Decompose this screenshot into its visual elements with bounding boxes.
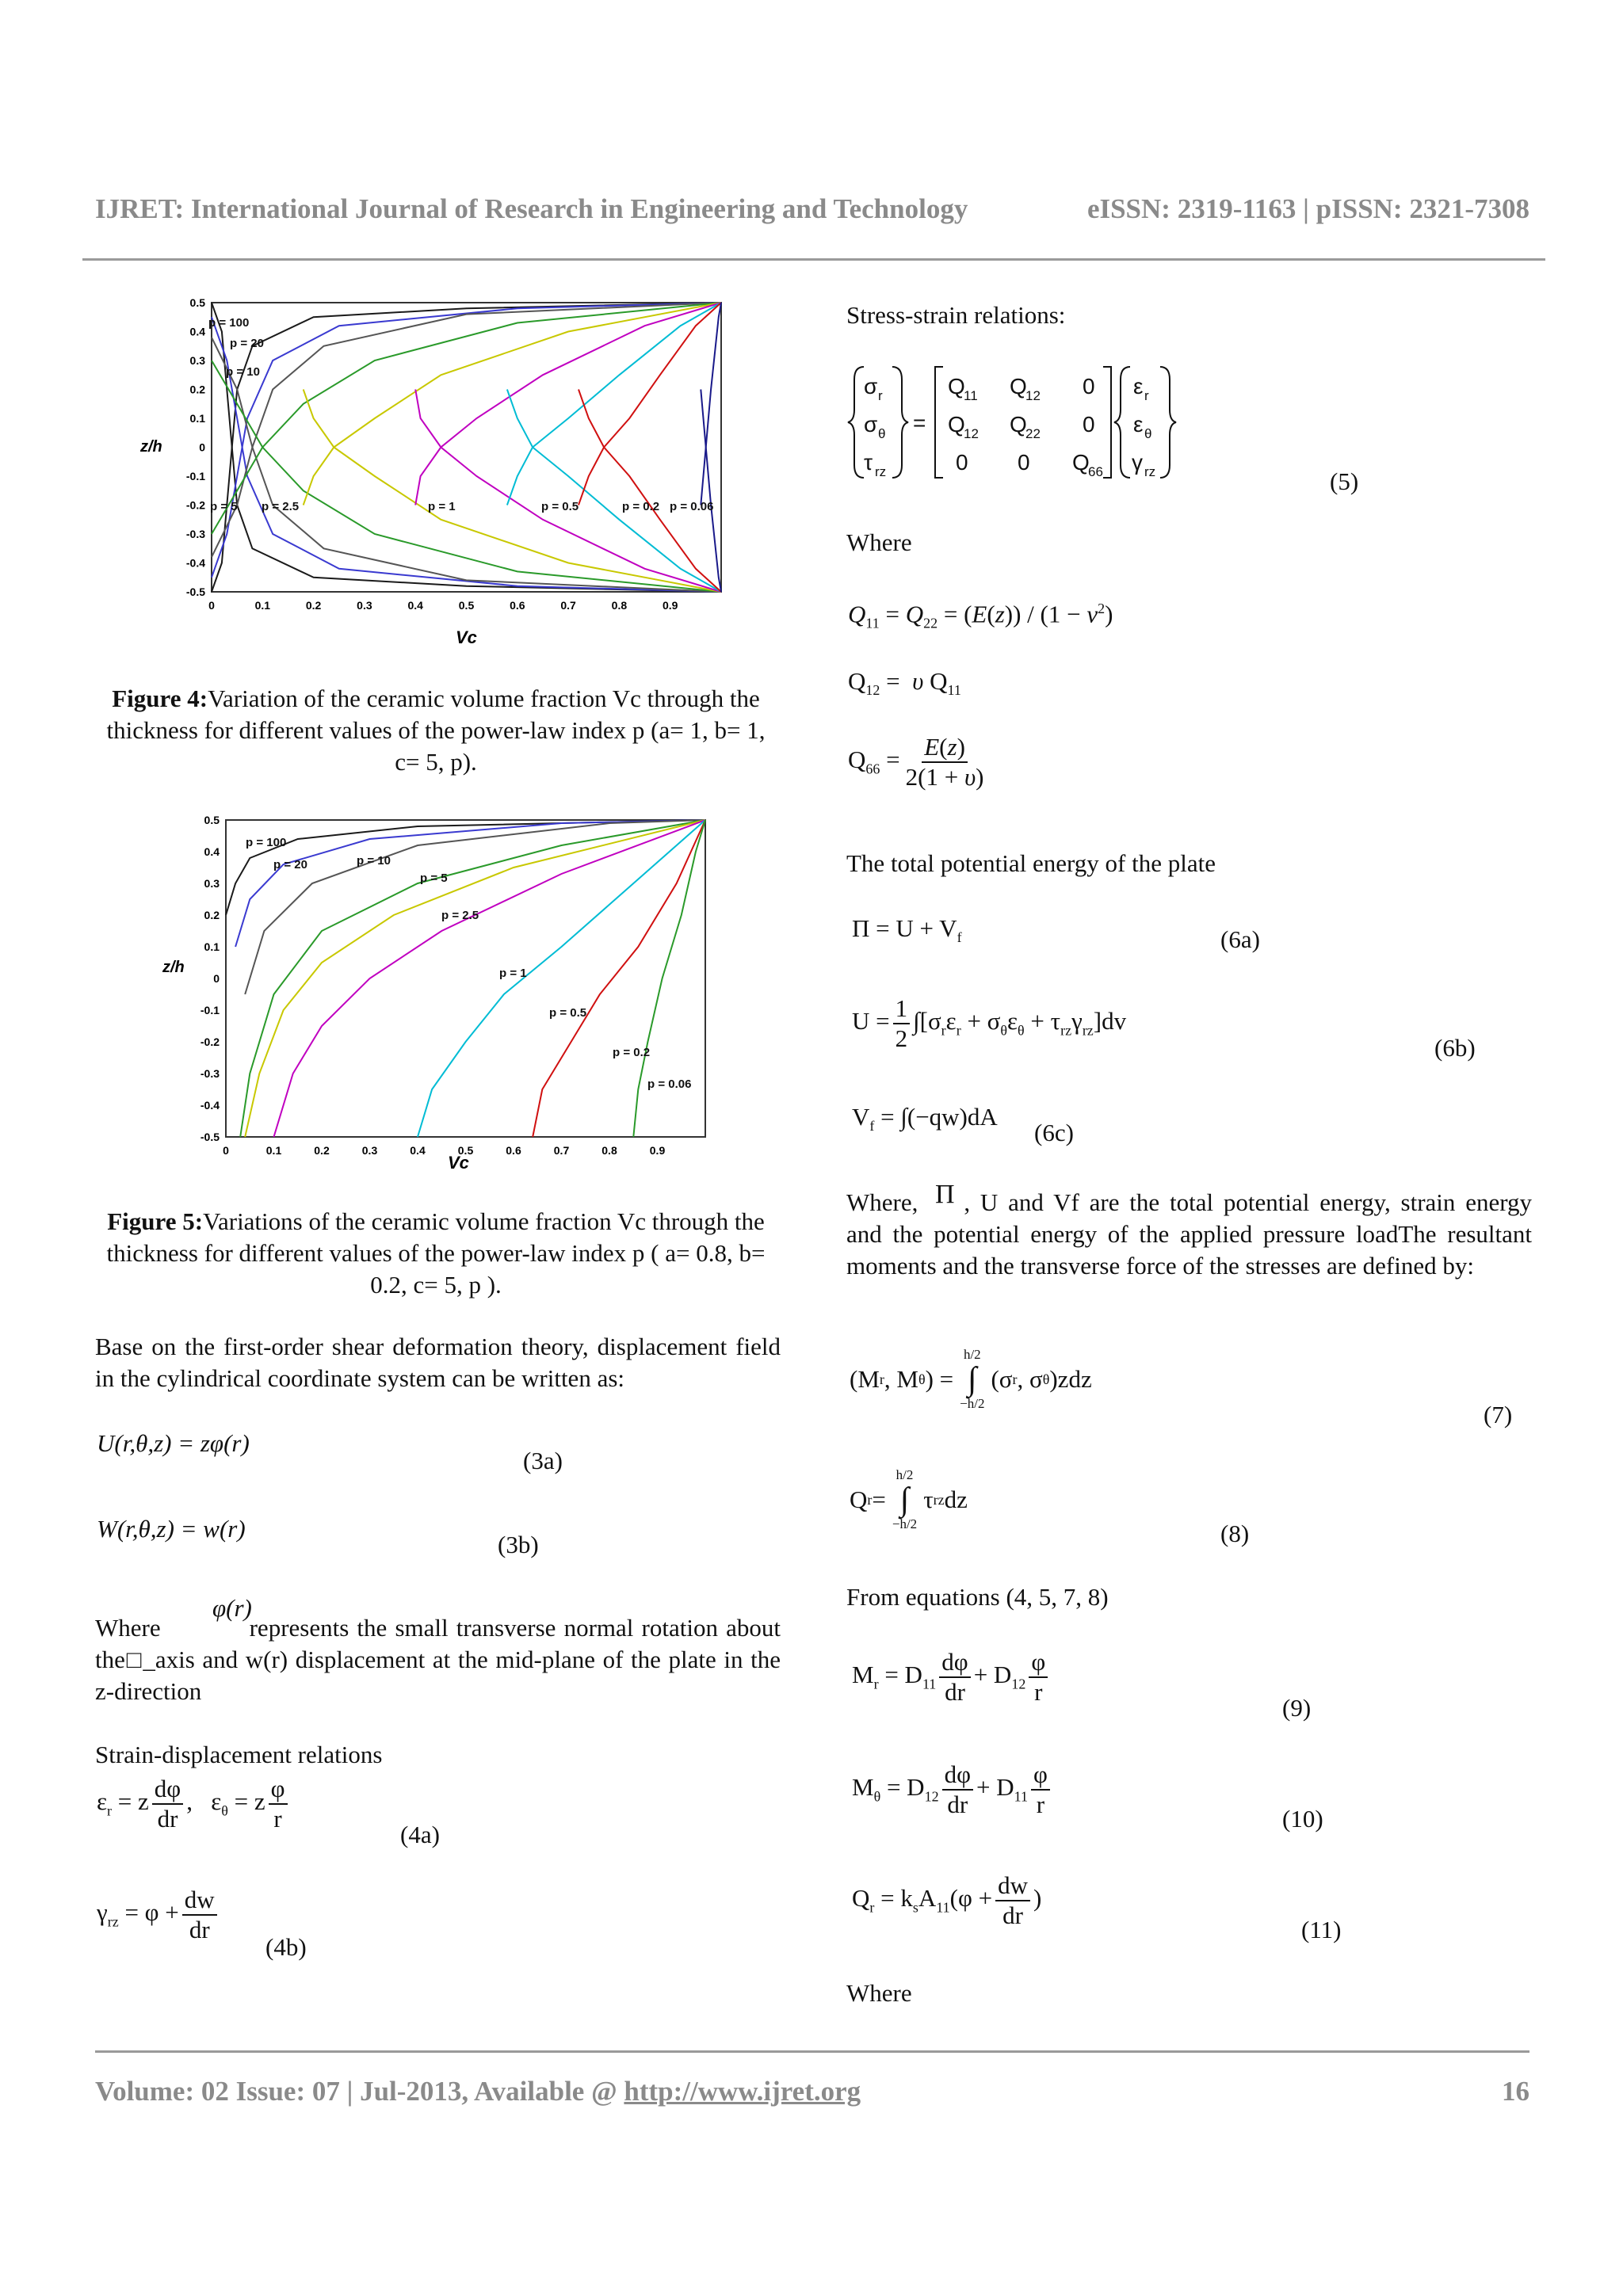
- equation-11: $Q_r = k_sA_{11}(\varphi$ + $\frac{dw}{dr}$ ): [852, 1871, 1042, 1929]
- series-line-mirror: [701, 390, 721, 593]
- from-equations: From equations (4, 5, 7, 8): [846, 1583, 1109, 1611]
- equation-8: Q r = h/2 ∫ −h/2 τ rz dz: [850, 1467, 968, 1531]
- svg-text:66: 66: [1088, 464, 1103, 479]
- energy-heading: The total potential energy of the plate: [846, 849, 1216, 877]
- eq-label-6b: (6b): [1434, 1034, 1476, 1062]
- issn: eISSN: 2319-1163 | pISSN: 2321-7308: [1086, 193, 1529, 224]
- eq-label-9: (9): [1282, 1694, 1312, 1722]
- y-tick-label: 0.4: [204, 845, 220, 858]
- svg-text:Q: Q: [948, 374, 965, 399]
- legend-label: p = 100: [246, 836, 287, 849]
- legend-label: p = 0.06: [647, 1077, 692, 1091]
- series-line: [212, 303, 721, 592]
- eq-label-7: (7): [1484, 1401, 1513, 1428]
- figure-5-chart: [155, 810, 737, 1175]
- legend-label: p = 0.5: [549, 1006, 587, 1020]
- series-line: [240, 820, 705, 1137]
- equation-q66: $Q_{66}$ = $\frac{E(z)}{2(1 + \upsilon)}$: [848, 733, 984, 791]
- stress-heading: Stress-strain relations:: [846, 301, 1066, 329]
- legend-label: p = 0.2: [622, 500, 660, 513]
- svg-text:0: 0: [1083, 374, 1095, 399]
- y-tick-label: -0.2: [185, 498, 205, 512]
- figure-5-label: Figure 5:: [107, 1207, 204, 1235]
- legend-label: p = 20: [273, 858, 307, 871]
- legend-label: p = 5: [420, 871, 448, 885]
- svg-text:Q: Q: [1010, 374, 1027, 399]
- equation-3b: W(r,θ,z) = w(r): [97, 1515, 246, 1543]
- journal-title: IJRET: International Journal of Research in Engineering and Technology: [95, 193, 968, 224]
- x-tick-label: 0.1: [265, 1144, 282, 1157]
- svg-text:ε: ε: [1133, 374, 1144, 399]
- strain-heading: Strain-displacement relations: [95, 1741, 383, 1768]
- legend-label: p = 1: [499, 967, 527, 980]
- x-tick-label: 0.6: [506, 1144, 521, 1157]
- y-axis-label: z/h: [162, 959, 185, 976]
- figure-4: [140, 295, 737, 659]
- legend-label: p = 0.2: [613, 1046, 651, 1059]
- equation-5: [846, 360, 1195, 491]
- svg-text:22: 22: [1025, 426, 1041, 441]
- header-rule: [82, 258, 1545, 261]
- eq-label-5: (5): [1330, 467, 1359, 495]
- x-axis-label: Vc: [456, 627, 477, 647]
- figure-5-caption: [95, 1206, 777, 1301]
- x-tick-label: 0: [223, 1144, 229, 1157]
- equation-q12: $Q_{12} = \upsilon$ $Q_{11}$: [848, 667, 961, 699]
- y-tick-label: 0: [213, 972, 220, 985]
- x-axis-label: Vc: [448, 1153, 469, 1173]
- equation-9: $M_r = D_{11}$ $\frac{d\varphi}{dr}$ + $D_{12}$ $\frac{\varphi}{r}$: [852, 1648, 1051, 1707]
- figure-4-caption-text: Variation of the ceramic volume fraction Vc through the thickness for different values of the power-law index p (a= 1, b= 1, c= 5, p).: [106, 685, 766, 776]
- x-tick-label: 0.9: [662, 599, 678, 612]
- svg-text:rz: rz: [1144, 464, 1156, 479]
- y-tick-label: -0.5: [200, 1131, 220, 1143]
- series-line-mirror: [579, 390, 721, 593]
- svg-text:r: r: [1144, 388, 1149, 403]
- svg-text:Q: Q: [948, 412, 965, 437]
- plot-frame: [212, 303, 721, 592]
- figure-4-label: Figure 4:: [112, 685, 208, 712]
- legend-label: p = 10: [226, 365, 260, 379]
- series-line-mirror: [212, 317, 721, 592]
- y-tick-label: -0.4: [200, 1099, 220, 1112]
- y-axis-label: z/h: [140, 438, 162, 456]
- where-paragraph: Where represents the small transverse normal rotation about the□_axis and w(r) displacement at the mid-plane of the plate in the z-direction: [95, 1614, 781, 1705]
- equation-4a: $\varepsilon_r = z$ $\frac{d\varphi}{dr}$ , $\varepsilon_\theta = z$ $\frac{\varphi}{r}$: [97, 1775, 291, 1833]
- legend-label: p = 100: [208, 316, 250, 330]
- svg-text:=: =: [913, 410, 926, 435]
- x-tick-label: 0.8: [611, 599, 628, 612]
- y-tick-label: -0.3: [200, 1067, 220, 1080]
- stress-strain-matrix: [846, 360, 1195, 487]
- x-tick-label: 0.4: [410, 1144, 426, 1157]
- series-line: [701, 303, 721, 505]
- series-line-mirror: [507, 390, 721, 593]
- figure-5-caption-text: Variations of the ceramic volume fraction Vc through the thickness for different values of the power-law index p ( a= 0.8, b= 0.2, c= 5, p ).: [106, 1207, 766, 1299]
- where-1: Where: [846, 528, 912, 556]
- series-line: [507, 303, 721, 505]
- y-tick-label: -0.3: [185, 528, 205, 540]
- x-tick-label: 0.4: [407, 599, 423, 612]
- svg-text:Q: Q: [1010, 412, 1027, 437]
- svg-text:rz: rz: [875, 464, 887, 479]
- x-tick-label: 0.5: [458, 599, 475, 612]
- x-tick-label: 0.1: [254, 599, 271, 612]
- figure-5: [155, 810, 737, 1175]
- svg-text:0: 0: [1018, 450, 1030, 475]
- series-line: [274, 820, 706, 1137]
- footer-url-link[interactable]: http://www.ijret.org: [624, 2076, 861, 2107]
- svg-text:12: 12: [1025, 388, 1041, 403]
- eq-label-4b: (4b): [265, 1933, 307, 1961]
- equation-7: (M r , M θ ) = h/2 ∫ −h/2 (σ r , σ θ )zdz: [850, 1347, 1092, 1411]
- svg-text:0: 0: [1083, 412, 1095, 437]
- svg-text:γ: γ: [1132, 450, 1143, 475]
- y-tick-label: 0: [199, 441, 205, 454]
- page-header: [95, 193, 1529, 225]
- series-line: [579, 303, 721, 505]
- y-tick-label: 0.4: [189, 325, 205, 338]
- svg-text:0: 0: [956, 450, 968, 475]
- equation-4b: $\gamma_{rz} = \varphi$ + $\frac{dw}{dr}$: [97, 1886, 220, 1944]
- y-tick-label: 0.1: [204, 940, 220, 953]
- footer-rule: [95, 2050, 1529, 2053]
- y-tick-label: 0.2: [189, 383, 205, 396]
- y-tick-label: -0.1: [200, 1004, 220, 1016]
- x-tick-label: 0.7: [553, 1144, 570, 1157]
- x-tick-label: 0.3: [361, 1144, 378, 1157]
- where-2-paragraph: Where, , U and Vf are the total potential energy, strain energy and the potential energy of the applied pressure loadThe resultant moments and the transverse force of the stresses are defined by:: [846, 1188, 1532, 1280]
- eq-label-6c: (6c): [1034, 1119, 1074, 1146]
- svg-text:σ: σ: [864, 374, 878, 399]
- y-tick-label: 0.1: [189, 412, 205, 425]
- svg-text:r: r: [878, 388, 883, 403]
- figure-4-caption: [95, 683, 777, 778]
- svg-text:11: 11: [964, 388, 978, 403]
- x-tick-label: 0.2: [314, 1144, 330, 1157]
- svg-text:Q: Q: [1072, 450, 1090, 475]
- y-tick-label: 0.5: [204, 814, 220, 826]
- series-line-mirror: [415, 390, 721, 593]
- series-line-mirror: [212, 360, 721, 592]
- equation-q11: $Q_{11} = Q_{22} = (E(z)) / (1 - \nu^2)$: [848, 600, 1113, 631]
- y-tick-label: -0.5: [185, 585, 205, 598]
- legend-label: p = 5: [210, 500, 238, 513]
- x-tick-label: 0.3: [357, 599, 372, 612]
- equation-6a: $\Pi = U + V_f$: [852, 914, 962, 946]
- equation-6c: $V_f = \int(-qw)dA$: [852, 1103, 998, 1135]
- y-tick-label: -0.2: [200, 1035, 220, 1048]
- intro-paragraph: Base on the first-order shear deformation theory, displacement field in the cylindrical coordinate system can be written as:: [95, 1333, 781, 1392]
- page-number: 16: [1502, 2076, 1529, 2107]
- footer-volume: Volume: 02 Issue: 07 | Jul-2013, Available @ http://www.ijret.org: [95, 2076, 861, 2107]
- x-tick-label: 0: [208, 599, 215, 612]
- legend-label: p = 0.06: [670, 500, 714, 513]
- legend-label: p = 2.5: [262, 500, 300, 513]
- svg-text:τ: τ: [864, 450, 873, 475]
- svg-text:ε: ε: [1133, 412, 1144, 437]
- svg-text:θ: θ: [1144, 426, 1152, 441]
- x-tick-label: 0.5: [457, 1144, 474, 1157]
- eq-label-11: (11): [1301, 1916, 1342, 1943]
- phi-r-symbol: φ(r): [212, 1594, 252, 1622]
- pi-symbol: Π: [935, 1180, 955, 1209]
- where-3: Where: [846, 1979, 912, 2007]
- y-tick-label: 0.3: [204, 877, 220, 890]
- y-tick-label: 0.2: [204, 909, 220, 921]
- equation-10: $M_\theta = D_{12}$ $\frac{d\varphi}{dr}$ + $D_{11}$ $\frac{\varphi}{r}$: [852, 1760, 1053, 1819]
- eq-label-8: (8): [1220, 1520, 1250, 1547]
- eq-label-3b: (3b): [498, 1531, 539, 1558]
- x-tick-label: 0.7: [560, 599, 576, 612]
- x-tick-label: 0.2: [305, 599, 322, 612]
- y-tick-label: 0.3: [189, 354, 205, 367]
- y-tick-label: 0.5: [189, 296, 205, 309]
- svg-text:σ: σ: [864, 412, 878, 437]
- legend-label: p = 10: [357, 854, 391, 868]
- series-line: [415, 303, 721, 505]
- eq-label-3a: (3a): [523, 1447, 563, 1474]
- x-tick-label: 0.9: [649, 1144, 666, 1157]
- page-footer: [95, 2076, 1529, 2107]
- y-tick-label: -0.4: [185, 556, 205, 570]
- x-tick-label: 0.8: [601, 1144, 617, 1157]
- eq-label-10: (10): [1282, 1805, 1323, 1833]
- x-tick-label: 0.6: [510, 599, 525, 612]
- eq-label-6a: (6a): [1220, 925, 1260, 953]
- legend-label: p = 2.5: [441, 909, 479, 922]
- svg-text:12: 12: [964, 426, 979, 441]
- figure-4-chart: [140, 295, 737, 659]
- eq-label-4a: (4a): [400, 1821, 440, 1848]
- series-line: [212, 303, 721, 578]
- legend-label: p = 1: [428, 500, 456, 513]
- equation-3a: U(r,θ,z) = zφ(r): [97, 1429, 250, 1457]
- legend-label: p = 20: [230, 337, 264, 350]
- series-line-mirror: [212, 303, 721, 592]
- y-tick-label: -0.1: [185, 470, 205, 482]
- equation-6b: U = $\frac{1}{2}$ $\int[\sigma_r\varepsilon_r + \sigma_\theta\varepsilon_\theta + \tau_{rz}\gamma_{rz}]dv$: [852, 994, 1127, 1052]
- svg-text:θ: θ: [878, 426, 886, 441]
- legend-label: p = 0.5: [541, 500, 579, 513]
